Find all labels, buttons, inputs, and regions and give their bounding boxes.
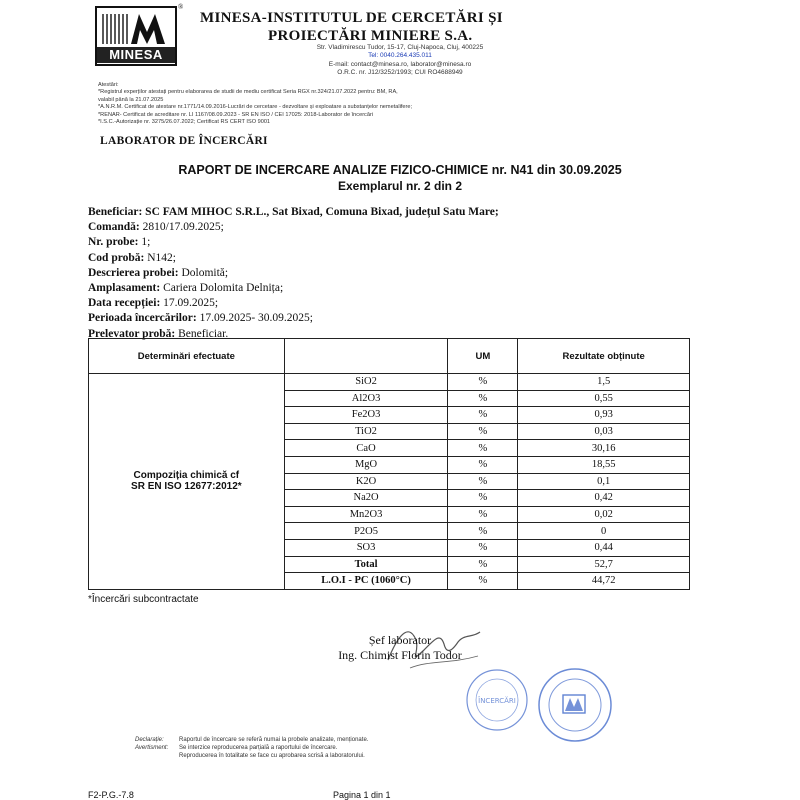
minesa-logo (95, 6, 177, 66)
param-cell: TiO2 (284, 423, 448, 440)
results-table (88, 338, 690, 590)
info-value: SC FAM MIHOC S.R.L., Sat Bixad, Comuna Bixad, județul Satu Mare; (142, 206, 499, 218)
info-value: Beneficiar. (175, 327, 229, 340)
attestation-line: valabil până la 21.07.2025 (98, 96, 164, 103)
group-label-line2: SR EN ISO 12677:2012* (131, 481, 242, 493)
info-value: Cariera Dolomita Delnița; (160, 282, 284, 295)
value-cell: 0,1 (518, 473, 690, 490)
param-cell: SiO2 (284, 374, 448, 391)
um-cell: % (448, 473, 518, 490)
institution-phone: Tel: 0040.264.435.011 (368, 52, 432, 59)
param-cell: SO3 (284, 539, 448, 556)
report-subtitle: Exemplarul nr. 2 din 2 (337, 179, 463, 193)
um-cell: % (448, 407, 518, 424)
institution-title-line2: PROIECTĂRI MINIERE S.A. (268, 28, 473, 44)
info-row-cod-proba (88, 251, 499, 266)
value-cell: 52,7 (518, 556, 690, 573)
header-determinari: Determinări efectuate (89, 339, 285, 374)
info-value: 2810/17.09.2025; (139, 221, 224, 234)
info-value: N142; (144, 251, 176, 264)
um-cell: % (448, 423, 518, 440)
header-rezultate: Rezultate obținute (518, 339, 690, 374)
info-label: Beneficiar: (88, 206, 143, 218)
seal-icon (535, 665, 615, 745)
info-label: Data recepției: (88, 297, 161, 310)
declaration-line (135, 736, 368, 744)
um-cell: % (448, 390, 518, 407)
signature-name: Ing. Chimist Florin Todor (338, 648, 462, 662)
attestations-heading: Atestări: (98, 82, 119, 88)
info-row-descriere (88, 266, 499, 281)
lab-title: LABORATOR DE ÎNCERCĂRI (100, 135, 268, 147)
attestation-line: *Registrul experților atestați pentru elaborarea de studii de mediu certificat Seria RGX nr.324/21.07.2022 pentru: BM, RA, (98, 89, 398, 96)
value-cell: 18,55 (518, 456, 690, 473)
form-code: F2-P.G.-7.8 (88, 790, 134, 800)
reproduction-line (135, 752, 368, 760)
info-label: Prelevator probă: (88, 327, 176, 340)
table-header-row (89, 339, 690, 374)
declaration-label: Declarație: (135, 737, 164, 743)
param-cell: P2O5 (284, 523, 448, 540)
subcontract-footnote: *Încercări subcontractate (88, 594, 199, 605)
value-cell: 0 (518, 523, 690, 540)
info-label: Nr. probe: (88, 236, 139, 249)
um-cell: % (448, 556, 518, 573)
minesa-logo-mark (99, 10, 169, 46)
institution-registry: O.R.C. nr. J12/3252/1993; CUI RO4688949 (337, 69, 463, 76)
info-label: Amplasament: (88, 282, 161, 295)
declaration-text: Raportul de încercare se referă numai la probele analizate, menționate. (179, 737, 369, 743)
param-cell: MgO (284, 456, 448, 473)
warning-label: Avertisment: (135, 745, 169, 751)
info-row-nr-probe (88, 235, 499, 250)
group-label (89, 374, 285, 590)
reproduction-text: Reproducerea în totalitate se face cu aprobarea scrisă a laboratorului. (179, 753, 365, 759)
info-label: Descrierea probei: (88, 266, 179, 279)
report-info (88, 205, 499, 342)
attestation-line: *I.S.C.-Autorizație nr. 3275/26.07.2022; Certificat RS CERT ISO 9001 (98, 119, 271, 126)
um-cell: % (448, 374, 518, 391)
info-row-data-receptiei (88, 296, 499, 311)
info-row-comanda (88, 220, 499, 235)
value-cell: 44,72 (518, 573, 690, 590)
group-label-line1: Compoziția chimică cf (133, 470, 240, 482)
um-cell: % (448, 523, 518, 540)
info-value: 17.09.2025- 30.09.2025; (196, 312, 313, 325)
institution-title-line1: MINESA-INSTITUTUL DE CERCETĂRI ȘI (200, 10, 503, 26)
value-cell: 0,02 (518, 506, 690, 523)
value-cell: 0,93 (518, 407, 690, 424)
registered-mark: ® (178, 3, 184, 11)
value-cell: 1,5 (518, 374, 690, 391)
param-cell: CaO (284, 440, 448, 457)
value-cell: 0,42 (518, 490, 690, 507)
warning-text: Se interzice reproducerea parțială a raportului de încercare. (179, 745, 338, 751)
param-cell: Mn2O3 (284, 506, 448, 523)
header-um: UM (448, 339, 518, 374)
value-cell: 0,03 (518, 423, 690, 440)
param-cell: Total (284, 556, 448, 573)
um-cell: % (448, 456, 518, 473)
info-label: Perioada încercărilor: (88, 312, 197, 325)
value-cell: 0,44 (518, 539, 690, 556)
declaration-block (135, 736, 368, 760)
stamp-icon (462, 665, 532, 735)
value-cell: 30,16 (518, 440, 690, 457)
info-value: 1; (138, 236, 151, 249)
institution-email: E-mail: contact@minesa.ro, laborator@minesa.ro (328, 61, 472, 68)
um-cell: % (448, 539, 518, 556)
um-cell: % (448, 506, 518, 523)
page-number: Pagina 1 din 1 (333, 790, 391, 800)
param-cell: Al2O3 (284, 390, 448, 407)
value-cell: 0,55 (518, 390, 690, 407)
attestation-line: *RENAR- Certificat de acreditare nr. LI 1167/08.09.2023 - SR EN ISO / CEI 17025: 2018-Laborator de încercări (98, 111, 374, 118)
um-cell: % (448, 440, 518, 457)
signature-title: Șef laborator (368, 633, 432, 647)
warning-line (135, 744, 368, 752)
svg-text:ÎNCERCĂRI: ÎNCERCĂRI (478, 697, 516, 705)
institution-address: Str. Vladimirescu Tudor, 15-17, Cluj-Napoca, Cluj, 400225 (316, 44, 484, 51)
info-label: Comandă: (88, 221, 140, 234)
um-cell: % (448, 573, 518, 590)
table-row (89, 374, 690, 391)
info-row-amplasament (88, 281, 499, 296)
header-parameter (284, 339, 448, 374)
param-cell: K2O (284, 473, 448, 490)
param-cell: Fe2O3 (284, 407, 448, 424)
um-cell: % (448, 490, 518, 507)
report-title: RAPORT DE INCERCARE ANALIZE FIZICO-CHIMICE nr. N41 din 30.09.2025 (178, 163, 622, 177)
param-cell: L.O.I - PC (1060°C) (284, 573, 448, 590)
info-value: 17.09.2025; (160, 297, 219, 310)
attestations-block (98, 82, 618, 126)
info-row-perioada (88, 311, 499, 326)
attestation-line: *A.N.R.M. Certificat de atestare nr.1771/14.09.2016-Lucrări de cercetare - dezvoltare și exploatare a substanțelor nemetalifere; (98, 104, 413, 111)
info-value: Dolomită; (178, 266, 229, 279)
logo-text: MINESA (97, 47, 175, 63)
info-row-beneficiar (88, 205, 499, 220)
info-label: Cod probă: (88, 251, 145, 264)
param-cell: Na2O (284, 490, 448, 507)
